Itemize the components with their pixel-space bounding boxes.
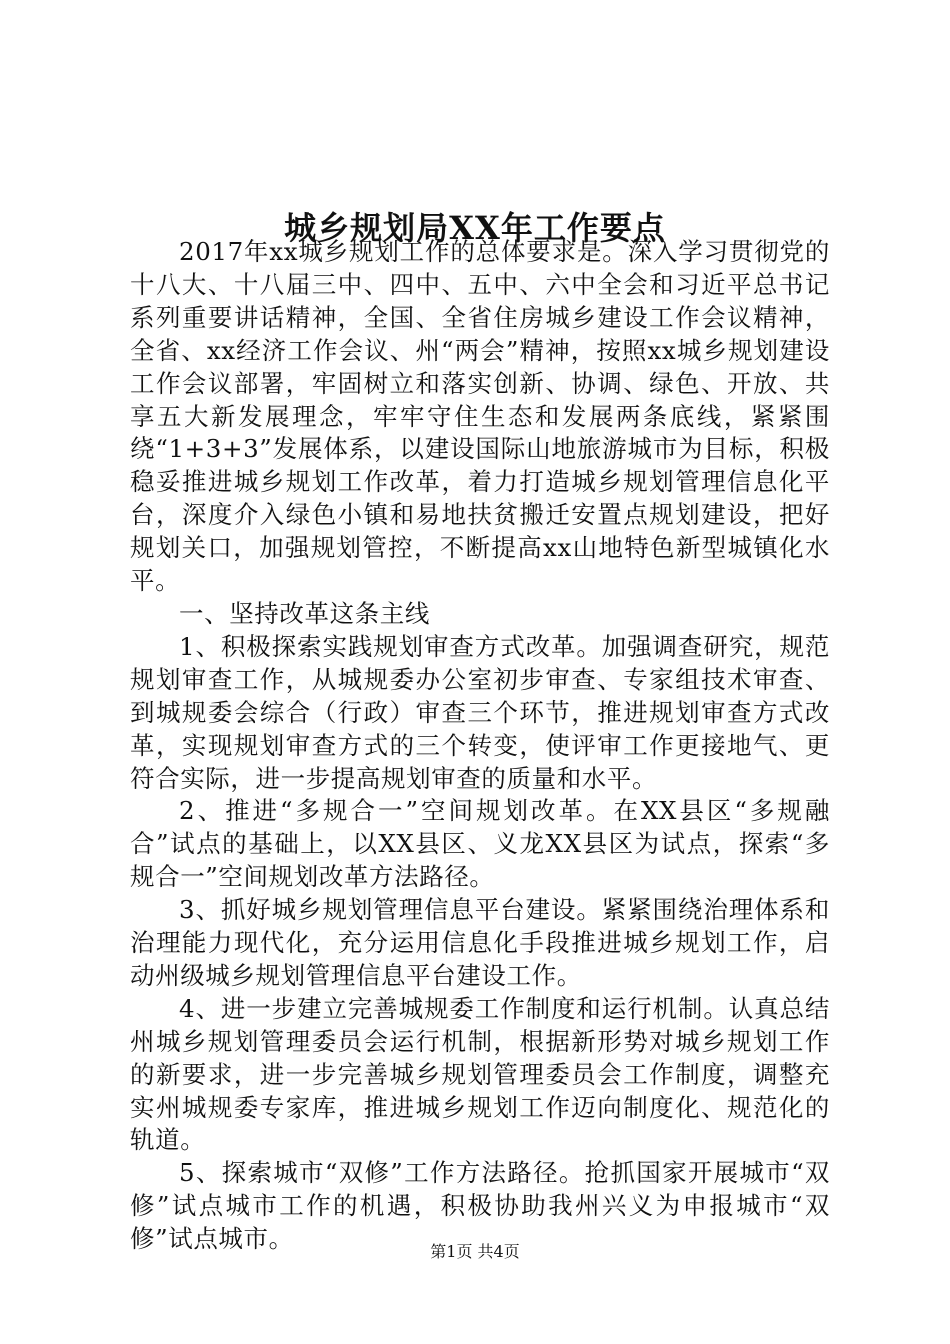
item-paragraph-2: 2、推进“多规合一”空间规划改革。在XX县区“多规融合”试点的基础上，以XX县区、义龙XX县区为试点，探索“多规合一”空间规划改革方法路径。 xyxy=(130,796,830,892)
item-paragraph-1: 1、积极探索实践规划审查方式改革。加强调查研究，规范规划审查工作，从城规委办公室初步审查、专家组技术审查、到城规委会综合（行政）审查三个环节，推进规划审查方式改革，实现规划审查方式的三个转变，使评审工作更接地气、更符合实际，进一步提高规划审查的质量和水平。 xyxy=(130,631,830,793)
item-paragraph-3: 3、抓好城乡规划管理信息平台建设。紧紧围绕治理体系和治理能力现代化，充分运用信息化手段推进城乡规划工作，启动州级城乡规划管理信息平台建设工作。 xyxy=(130,895,830,990)
document-title: 城乡规划局XX年工作要点 xyxy=(284,209,666,248)
document-body xyxy=(130,236,830,1256)
page-footer: 第1页 共4页 xyxy=(430,1242,520,1261)
item-paragraph-5: 5、探索城市“双修”工作方法路径。抢抓国家开展城市“双修”试点城市工作的机遇，积极协助我州兴义为申报城市“双修”试点城市。 xyxy=(130,1158,830,1254)
section-heading: 一、坚持改革这条主线 xyxy=(179,598,430,628)
item-paragraph-4: 4、进一步建立完善城规委工作制度和运行机制。认真总结州城乡规划管理委员会运行机制，根据新形势对城乡规划工作的新要求，进一步完善城乡规划管理委员会工作制度，调整充实州城规委专家库，推进城乡规划工作迈向制度化、规范化的轨道。 xyxy=(130,993,830,1155)
intro-paragraph: 2017年xx城乡规划工作的总体要求是。深入学习贯彻党的十八大、十八届三中、四中、五中、六中全会和习近平总书记系列重要讲话精神，全国、全省住房城乡建设工作会议精神，全省、xx经济工作会议、州“两会”精神，按照xx城乡规划建设工作会议部署，牢固树立和落实创新、协调、绿色、开放、共享五大新发展理念，牢牢守住生态和发展两条底线，紧紧围绕“1+3+3”发展体系，以建设国际山地旅游城市为目标，积极稳妥推进城乡规划工作改革，着力打造城乡规划管理信息化平台，深度介入绿色小镇和易地扶贫搬迁安置点规划建设，把好规划关口，加强规划管控，不断提高xx山地特色新型城镇化水平。 xyxy=(130,237,830,596)
